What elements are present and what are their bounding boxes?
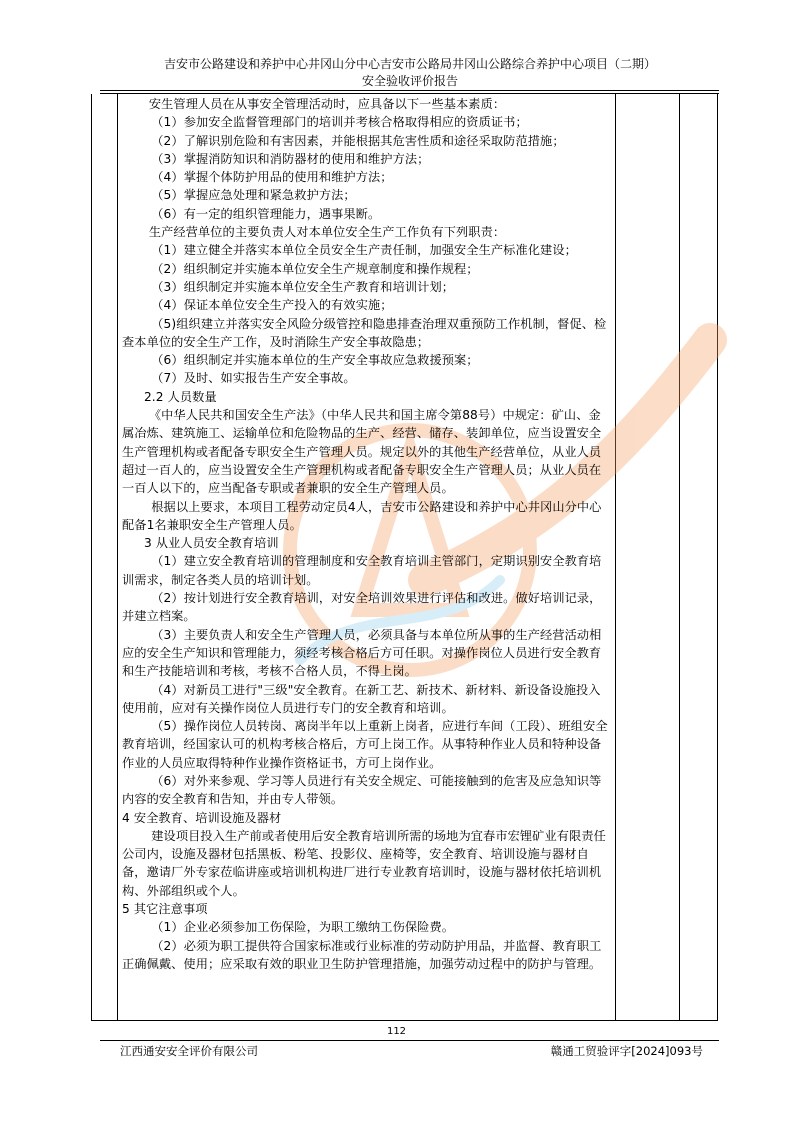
body-paragraph: （3）组织制定并实施本单位安全生产教育和培训计划；: [151, 279, 455, 294]
footer-report-number: 赣通工贸验评字[2024]093号: [550, 1044, 703, 1058]
body-paragraph: 安生管理人员在从事安全管理活动时，应具备以下一些基本素质：: [148, 97, 506, 111]
body-paragraph: （3）主要负责人和安全生产管理人员，必须具备与本单位所从事的生产经营活动相应的安全生产知识和管理能力，须经考核合格后方可任职。对操作岗位人员进行安全教育和生产技能培训和考核，考核不合格人员，不得上岗。: [122, 627, 602, 679]
body-paragraph: （1）建立安全教育培训的管理制度和安全教育培训主管部门，定期识别安全教育培训需求，制定各类人员的培训计划。: [122, 554, 602, 587]
table-column-divider: [117, 94, 118, 1021]
body-paragraph: 《中华人民共和国安全生产法》（中华人民共和国主席令第88号）中规定：矿山、金属冶炼、建筑施工、运输单位和危险物品的生产、经营、储存、装卸单位，应当设置安全生产管理机构或者配备专职安全生产管理人员。规定以外的其他生产经营单位，从业人员超过一百人的，应当设置安全生产管理机构或者配备专职安全生产管理人员；从业人员在一百人以下的，应当配备专职或者兼职的安全生产管理人员。: [122, 408, 602, 496]
document-body: [122, 95, 609, 973]
body-paragraph: （6）对外来参观、学习等人员进行有关安全规定、可能接触到的危害及应急知识等内容的安全教育和告知，并由专人带领。: [122, 773, 602, 807]
body-paragraph: （2）必须为职工提供符合国家标准或行业标准的劳动防护用品，并监督、教育职工正确佩戴、使用；应采取有效的职业卫生防护管理措施，加强劳动过程中的防护与管理。: [122, 938, 602, 971]
body-paragraph: 根据以上要求，本项目工程劳动定员4人，吉安市公路建设和养护中心井冈山分中心配备1名兼职安全生产管理人员。: [122, 499, 602, 532]
header-rule: [100, 90, 719, 91]
body-paragraph: （1）建立健全并落实本单位全员安全生产责任制，加强安全生产标准化建设；: [151, 243, 577, 258]
header-title-line2: 安全验收评价报告: [361, 74, 458, 88]
page-number: 112: [386, 1026, 407, 1037]
section-heading: 2.2 人员数量: [143, 389, 217, 404]
body-paragraph: （5）掌握应急处理和紧急救护方法；: [151, 188, 356, 203]
header-title-line1: 吉安市公路建设和养护中心井冈山分中心吉安市公路局井冈山公路综合养护中心项目（二期）: [163, 57, 656, 71]
section-heading: 5 其它注意事项: [122, 902, 208, 917]
body-paragraph: 建设项目投入生产前或者使用后安全教育培训所需的场地为宜春市宏锂矿业有限责任公司内，设施及器材包括黑板、粉笔、投影仪、座椅等，安全教育、培训设施与器材自备，邀请厂外专家莅临讲座或培训机构进厂进行专业教育培训时，设施与器材依托培训机构、外部组织或个人。: [122, 828, 606, 898]
body-paragraph: （2）组织制定并实施本单位安全生产规章制度和操作规程；: [151, 261, 479, 276]
body-paragraph: （6）有一定的组织管理能力，遇事果断。: [151, 206, 381, 221]
body-paragraph: （1）企业必须参加工伤保险，为职工缴纳工伤保险费。: [151, 920, 455, 935]
body-paragraph: （6）组织制定并实施本单位的生产安全事故应急救援预案；: [151, 353, 479, 368]
body-paragraph: （1）参加安全监督管理部门的培训并考核合格取得相应的资质证书；: [151, 115, 528, 130]
body-paragraph: （5)组织建立并落实安全风险分级管控和隐患排查治理双重预防工作机制，督促、检查本单位的安全生产工作，及时消除生产安全事故隐患；: [122, 316, 607, 349]
table-column-divider: [679, 94, 680, 1021]
table-column-divider: [615, 94, 616, 1021]
footer-rule: [100, 1040, 719, 1041]
body-paragraph: （4）对新员工进行"三级"安全教育。在新工艺、新技术、新材料、新设备设施投入使用前，应对有关操作岗位人员进行专门的安全教育和培训。: [122, 682, 601, 715]
body-paragraph: （2）按计划进行安全教育培训，对安全培训效果进行评估和改进。做好培训记录，并建立档案。: [122, 591, 602, 624]
section-heading: 4 安全教育、培训设施及器材: [122, 810, 282, 825]
footer-company: 江西通安安全评价有限公司: [120, 1044, 258, 1058]
section-heading: 3 从业人员安全教育培训: [143, 536, 279, 551]
report-header: [100, 56, 720, 90]
body-paragraph: 生产经营单位的主要负责人对本单位安全生产工作负有下列职责：: [148, 225, 506, 240]
body-paragraph: （4）掌握个体防护用品的使用和维护方法；: [151, 170, 393, 185]
body-paragraph: （5）操作岗位人员转岗、离岗半年以上重新上岗者，应进行车间（工段）、班组安全教育培训，经国家认可的机构考核合格后，方可上岗工作。从事特种作业人员和特种设备作业的人员应取得特种作业操作资格证书，方可上岗作业。: [122, 719, 608, 770]
body-paragraph: （4）保证本单位安全生产投入的有效实施；: [151, 298, 393, 313]
body-paragraph: （3）掌握消防知识和消防器材的使用和维护方法；: [151, 151, 430, 166]
body-paragraph: （2）了解识别危险和有害因素，并能根据其危害性质和途径采取防范措施；: [151, 133, 565, 148]
body-paragraph: （7）及时、如实报告生产安全事故。: [151, 371, 356, 386]
